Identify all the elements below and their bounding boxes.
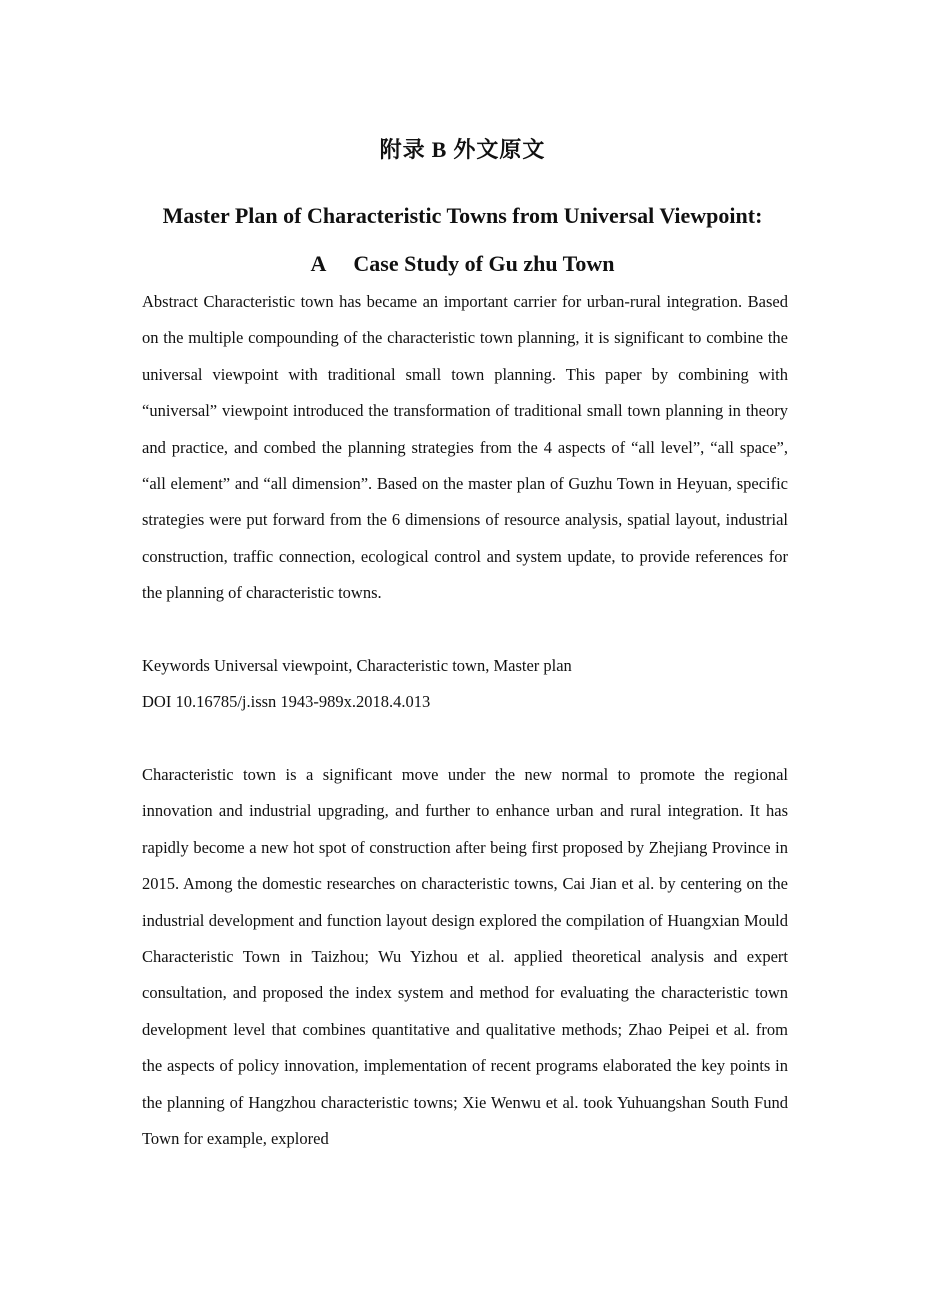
appendix-suffix: 外文原文 — [453, 137, 546, 162]
appendix-prefix: 附录 — [379, 137, 426, 162]
doi-line: DOI 10.16785/j.issn 1943-989x.2018.4.013 — [142, 692, 431, 711]
keywords-line: Keywords Universal viewpoint, Characteristic town, Master plan — [142, 656, 572, 675]
paper-title-subtitle: Case Study of Gu zhu Town — [353, 251, 615, 276]
paper-title — [0, 192, 925, 288]
paper-title-line-2 — [0, 240, 925, 288]
paper-title-line-1: Master Plan of Characteristic Towns from Universal Viewpoint: — [162, 203, 763, 228]
appendix-letter: B — [431, 137, 448, 162]
paper-title-letter: A — [310, 251, 327, 276]
appendix-heading — [0, 134, 925, 166]
body-paragraph: Characteristic town is a significant move under the new normal to promote the regional innovation and industrial upgrading, and further to enhance urban and rural integration. It has rapidly become a new hot spot of construction after being first proposed by Zhejiang Province in 2015. Among the domestic researches on characteristic towns, Cai Jian et al. by centering on the industrial development and function layout design explored the compilation of Huangxian Mould Characteristic Town in Taizhou; Wu Yizhou et al. applied theoretical analysis and expert consultation, and proposed the index system and method for evaluating the characteristic town development level that combines quantitative and qualitative methods; Zhao Peipei et al. from the aspects of policy innovation, implementation of recent programs elaborated the key points in the planning of Hangzhou characteristic towns; Xie Wenwu et al. took Yuhuangshan South Fund Town for example, explored — [142, 765, 788, 1149]
abstract-paragraph: Abstract Characteristic town has became an important carrier for urban-rural integration. Based on the multiple compounding of the characteristic town planning, it is significant to combine the universal viewpoint with traditional small town planning. This paper by combining with “universal” viewpoint introduced the transformation of traditional small town planning in theory and practice, and combed the planning strategies from the 4 aspects of “all level”, “all space”, “all element” and “all dimension”. Based on the master plan of Guzhu Town in Heyuan, specific strategies were put forward from the 6 dimensions of resource analysis, spatial layout, industrial construction, traffic connection, ecological control and system update, to provide references for the planning of characteristic towns. — [142, 292, 788, 603]
